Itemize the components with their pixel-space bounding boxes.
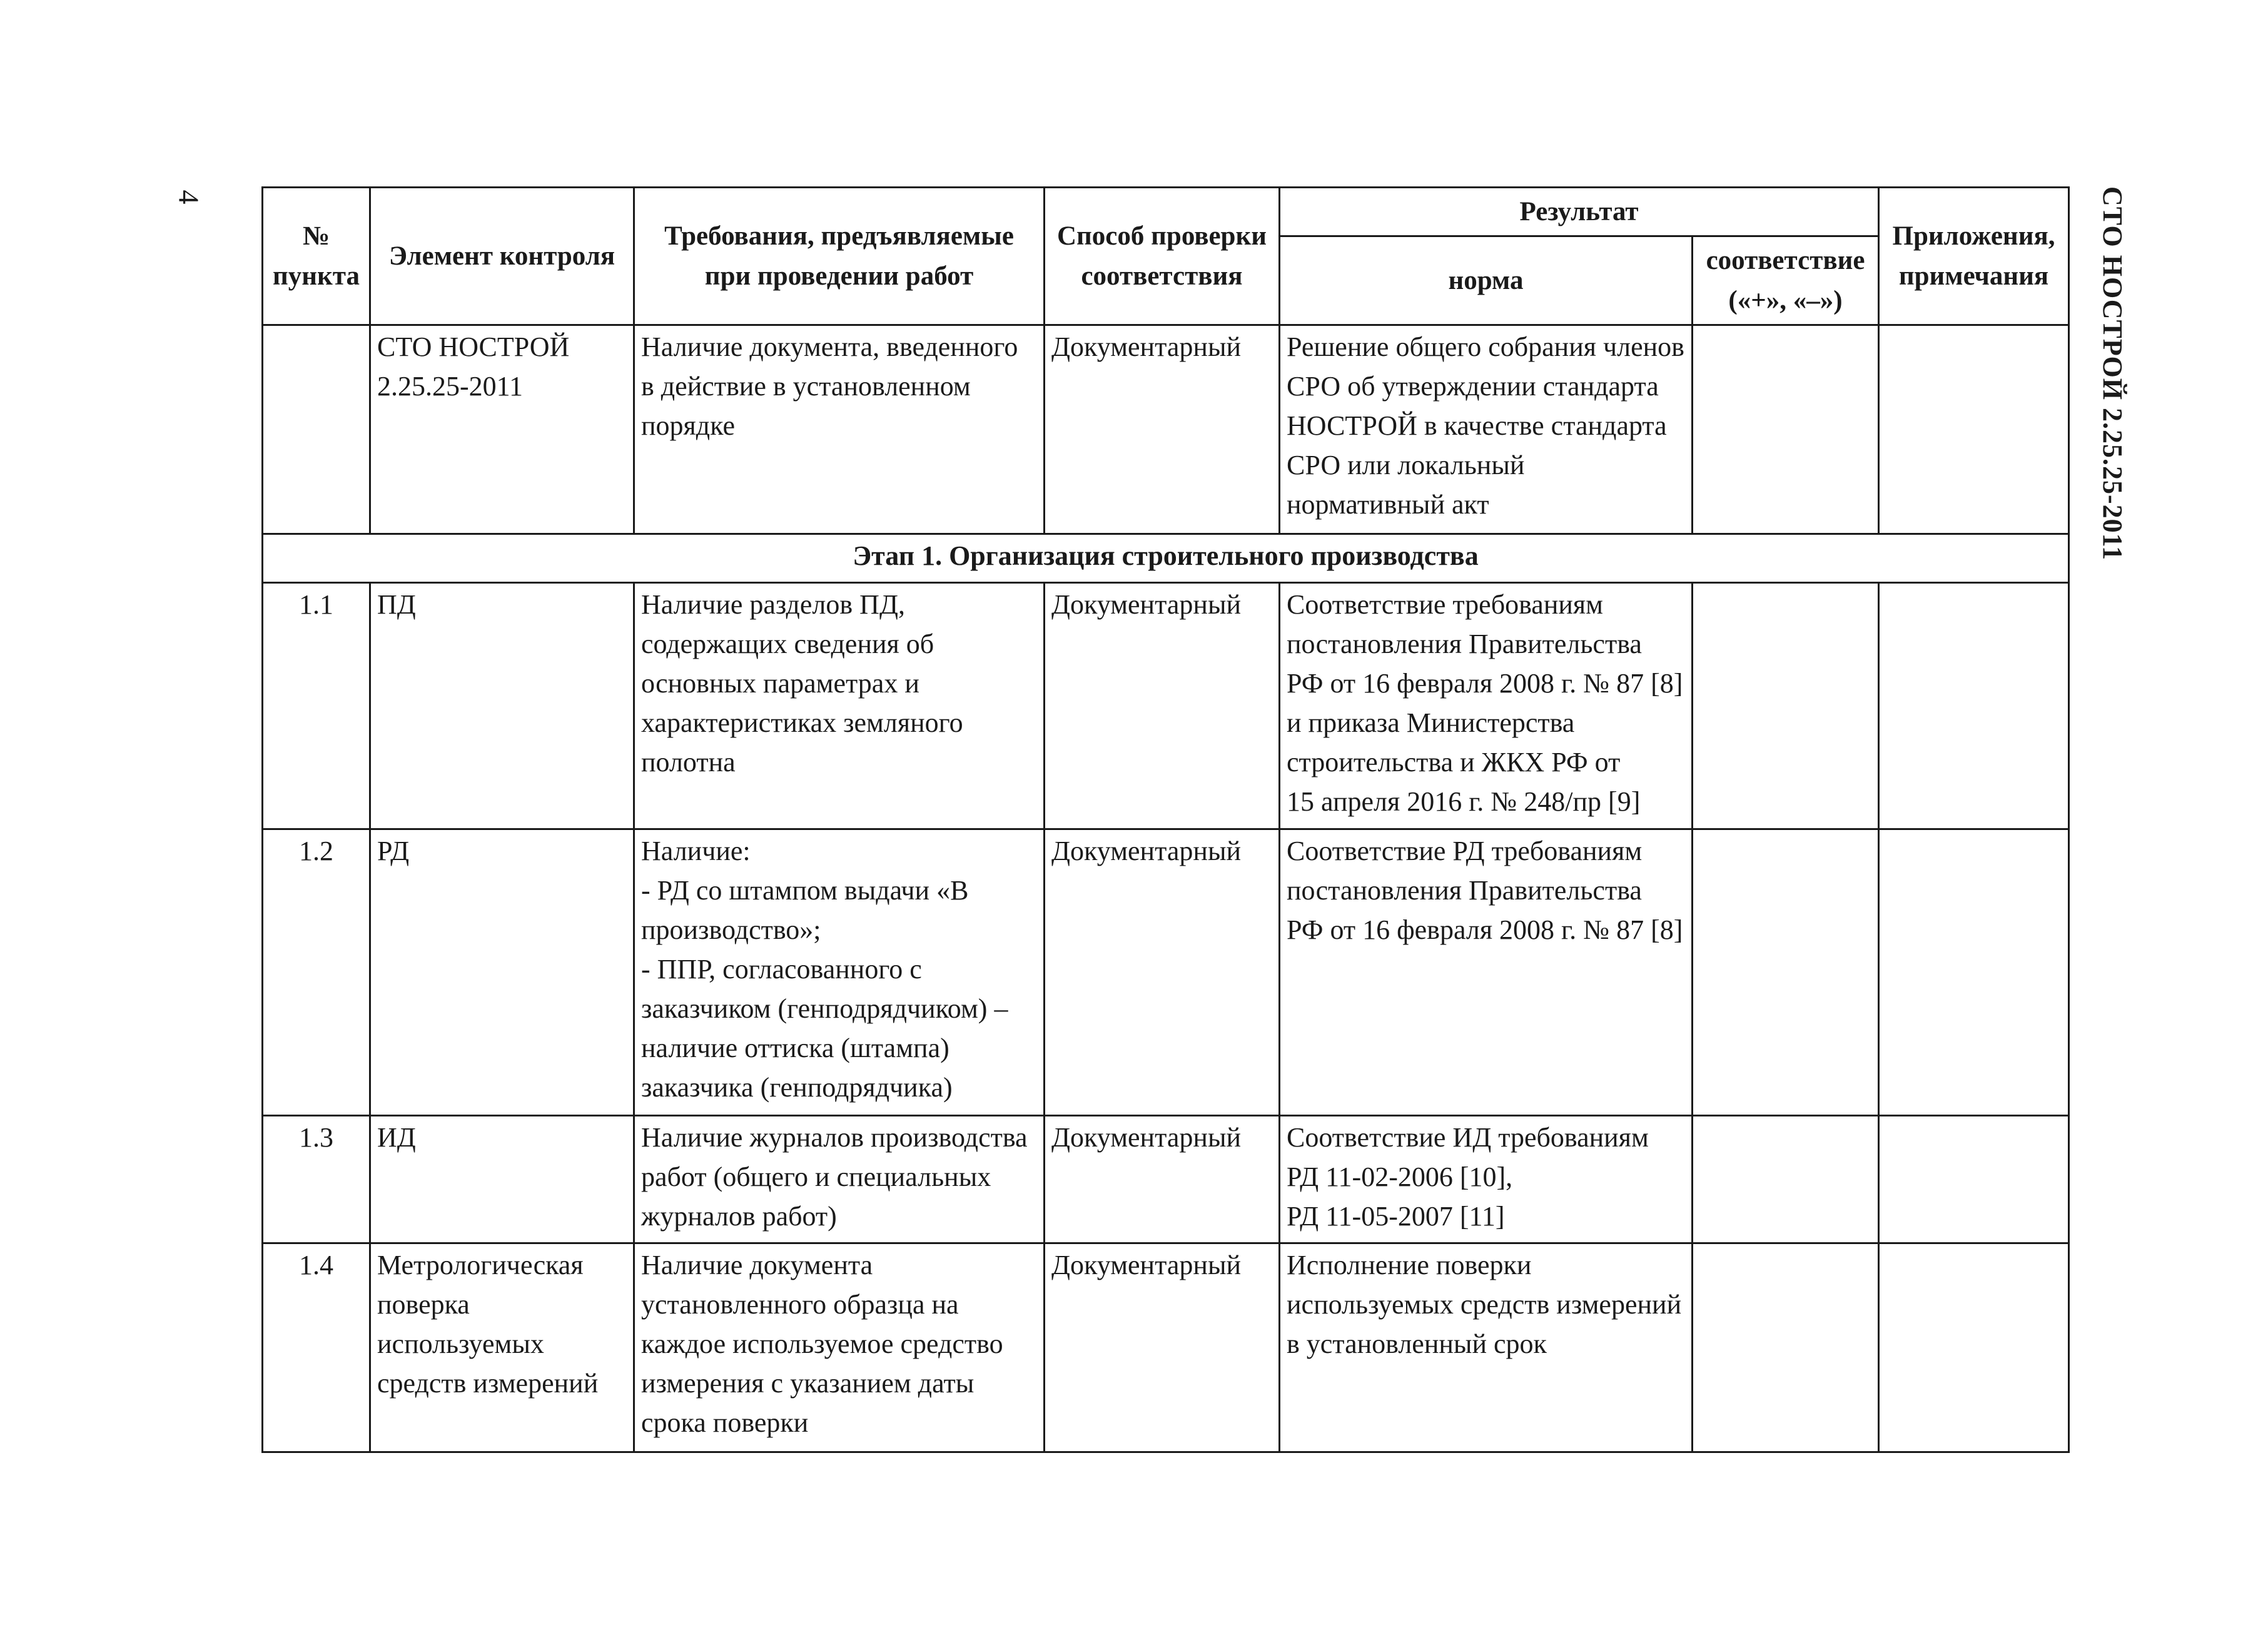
cell-compliance xyxy=(1693,1243,1879,1452)
cell-requirements xyxy=(634,1243,1045,1452)
cell-method: Документарный xyxy=(1045,829,1280,1116)
cell-num: 1.3 xyxy=(263,1116,370,1243)
cell-element: СТО НОСТРОЙ 2.25.25-2011 xyxy=(370,325,634,534)
cell-notes xyxy=(1879,583,2069,829)
table-row xyxy=(263,1243,2069,1452)
cell-norm xyxy=(1280,1243,1693,1452)
cell-element: Метрологическая поверка используемых средств измерений xyxy=(370,1243,634,1452)
requirements-line: Наличие журналов производства работ (общего и специальных журналов работ) xyxy=(641,1122,1028,1232)
requirements-line: Наличие документа установленного образца на каждое используемое средство измерения с указанием даты срока поверки xyxy=(641,1250,1003,1438)
cell-element: ИД xyxy=(370,1116,634,1243)
header-norm: норма xyxy=(1280,236,1693,325)
cell-norm xyxy=(1280,583,1693,829)
cell-method: Документарный xyxy=(1045,583,1280,829)
control-table xyxy=(261,186,2070,1453)
cell-num: 1.4 xyxy=(263,1243,370,1452)
header-method: Способ проверки соответствия xyxy=(1045,188,1280,325)
header-num: № пункта xyxy=(263,188,370,325)
cell-element: РД xyxy=(370,829,634,1116)
requirements-line: Наличие: xyxy=(641,836,751,866)
cell-num xyxy=(263,325,370,534)
cell-method: Документарный xyxy=(1045,325,1280,534)
cell-compliance xyxy=(1693,583,1879,829)
header-requirements: Требования, предъявляемые при проведении работ xyxy=(634,188,1045,325)
cell-norm: Решение общего собрания членов СРО об утверждении стандарта НОСТРОЙ в качестве стандарта СРО или локальный нормативный акт xyxy=(1280,325,1693,534)
cell-requirements: Наличие документа, введенного в действие в установленном порядке xyxy=(634,325,1045,534)
norm-line: 15 апреля 2016 г. № 248/пр [9] xyxy=(1287,786,1641,817)
stage-title: Этап 1. Организация строительного производства xyxy=(263,534,2069,583)
cell-num: 1.1 xyxy=(263,583,370,829)
header-notes: Приложения, примечания xyxy=(1879,188,2069,325)
cell-method: Документарный xyxy=(1045,1116,1280,1243)
cell-notes xyxy=(1879,1243,2069,1452)
header-compliance: соответствие («+», «–») xyxy=(1693,236,1879,325)
norm-line: Соответствие требованиям постановления Правительства РФ от 16 февраля 2008 г. № 87 [8] и приказа Министерства строительства и ЖКХ РФ от xyxy=(1287,589,1683,777)
cell-element: ПД xyxy=(370,583,634,829)
cell-compliance xyxy=(1693,829,1879,1116)
header-result: Результат xyxy=(1280,188,1879,236)
cell-norm xyxy=(1280,1116,1693,1243)
cell-requirements xyxy=(634,1116,1045,1243)
norm-line: Соответствие ИД требованиям xyxy=(1287,1122,1649,1153)
cell-num: 1.2 xyxy=(263,829,370,1116)
table-row xyxy=(263,829,2069,1116)
stage-row xyxy=(263,534,2069,583)
table-row xyxy=(263,583,2069,829)
table-row xyxy=(263,1116,2069,1243)
norm-line: РД 11-05-2007 [11] xyxy=(1287,1201,1505,1232)
norm-line: Исполнение поверки используемых средств измерений в установленный срок xyxy=(1287,1250,1682,1359)
cell-method: Документарный xyxy=(1045,1243,1280,1452)
document-code: СТО НОСТРОЙ 2.25.25-2011 xyxy=(2097,186,2128,561)
cell-compliance xyxy=(1693,325,1879,534)
cell-compliance xyxy=(1693,1116,1879,1243)
page-number: 4 xyxy=(173,190,205,205)
requirements-line: - ППР, согласованного с заказчиком (генподрядчиком) – наличие оттиска (штампа) заказчика (генподрядчика) xyxy=(641,954,1008,1103)
cell-notes xyxy=(1879,829,2069,1116)
requirements-line: - РД со штампом выдачи «В производство»; xyxy=(641,875,969,945)
cell-requirements xyxy=(634,829,1045,1116)
table-row xyxy=(263,325,2069,534)
cell-requirements xyxy=(634,583,1045,829)
requirements-line: Наличие разделов ПД, содержащих сведения об основных параметрах и характеристиках земляного полотна xyxy=(641,589,963,777)
norm-line: Соответствие РД требованиям постановления Правительства РФ от 16 февраля 2008 г. № 87 [8] xyxy=(1287,836,1683,945)
norm-line: РД 11-02-2006 [10], xyxy=(1287,1162,1513,1192)
header-element: Элемент контроля xyxy=(370,188,634,325)
cell-notes xyxy=(1879,325,2069,534)
cell-notes xyxy=(1879,1116,2069,1243)
cell-norm xyxy=(1280,829,1693,1116)
